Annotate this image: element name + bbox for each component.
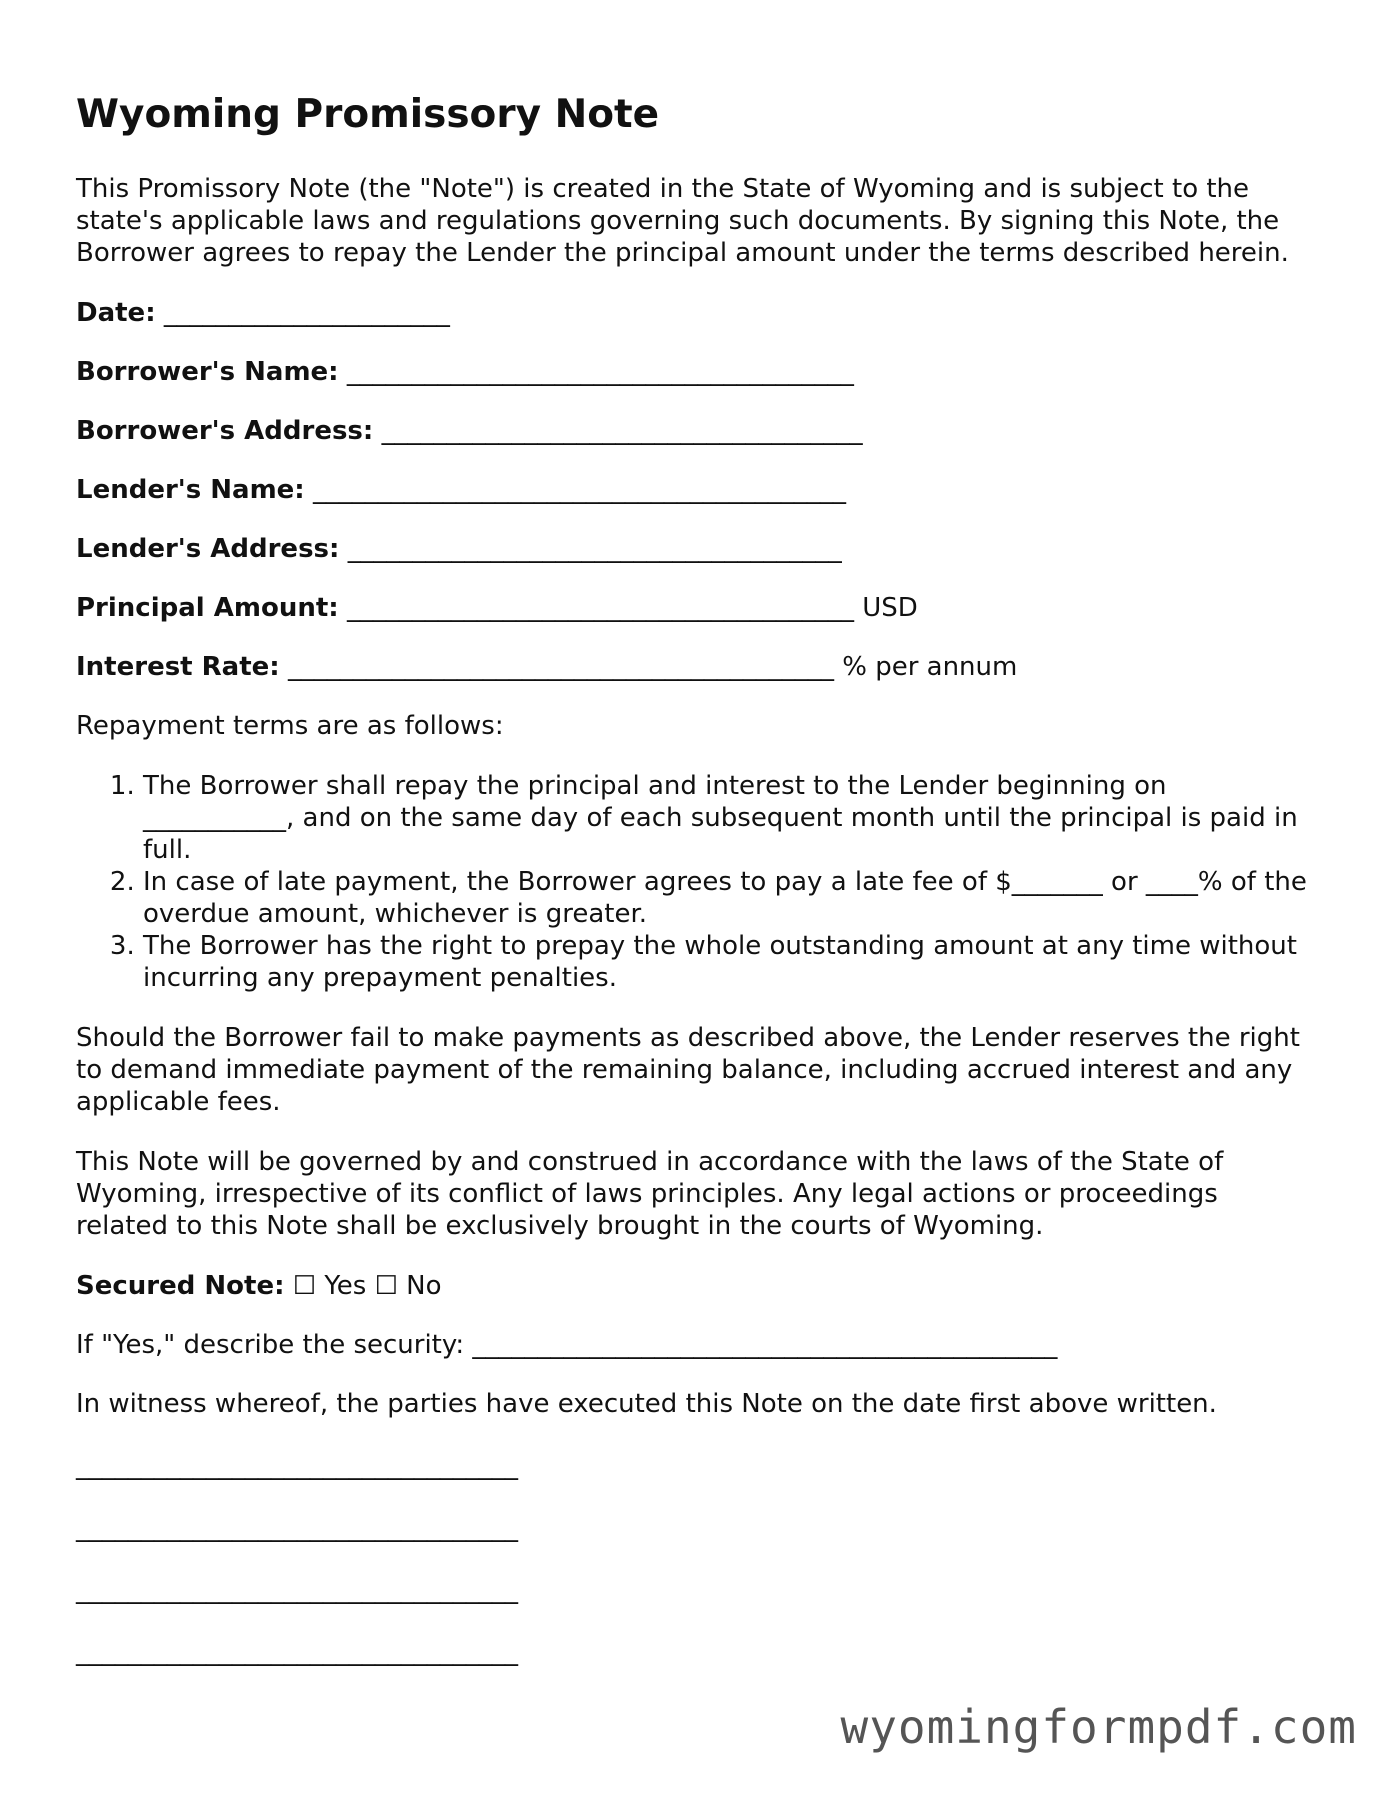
witness-statement: In witness whereof, the parties have executed this Note on the date first above written. — [76, 1388, 1217, 1419]
lender-address-field — [76, 533, 1316, 565]
lender-name-label: Lender's Name: — [76, 474, 305, 505]
interest-rate-blank[interactable]: __________________________________________ — [287, 651, 834, 682]
lender-name-field — [76, 474, 1316, 506]
lender-address-blank[interactable]: ______________________________________ — [347, 533, 842, 564]
secured-note-label: Secured Note: — [76, 1270, 285, 1301]
repayment-terms-list — [76, 770, 1316, 994]
interest-rate-field — [76, 651, 1316, 683]
signature-block — [76, 1450, 1316, 1698]
site-watermark: wyomingformpdf.com — [840, 1700, 1357, 1754]
borrower-name-blank[interactable]: _______________________________________ — [346, 356, 854, 387]
secured-yes-checkbox[interactable]: ☐ — [292, 1270, 317, 1301]
date-label: Date: — [76, 297, 156, 328]
signature-line-1[interactable]: __________________________________ — [76, 1450, 518, 1481]
borrower-address-label: Borrower's Address: — [76, 415, 374, 446]
borrower-address-field — [76, 415, 1316, 447]
repayment-intro: Repayment terms are as follows: — [76, 710, 504, 741]
signature-line-3[interactable]: __________________________________ — [76, 1574, 518, 1605]
security-description-label: If "Yes," describe the security: — [76, 1329, 465, 1360]
intro-paragraph: This Promissory Note (the "Note") is created in the State of Wyoming and is subject to the state's applicable laws and regulations governing such documents. By signing this Note, the Borrower agrees to repay the Lender the principal amount under the terms described herein. — [76, 173, 1289, 268]
repayment-term-3: 3. The Borrower has the right to prepay the whole outstanding amount at any time without incurring any prepayment penalties. — [143, 930, 1316, 994]
principal-amount-field — [76, 592, 1316, 624]
date-blank[interactable]: ______________________ — [163, 297, 450, 328]
security-description-blank[interactable]: _____________________________________________ — [472, 1329, 1058, 1360]
borrower-name-label: Borrower's Name: — [76, 356, 339, 387]
secured-yes-label: Yes — [324, 1270, 367, 1301]
security-description-field — [76, 1329, 1316, 1361]
repayment-term-1: 1. The Borrower shall repay the principal and interest to the Lender beginning on ___________, and on the same day of each subsequent month until the principal is paid in full. — [143, 770, 1316, 866]
principal-amount-suffix: USD — [862, 592, 918, 623]
interest-rate-suffix: % per annum — [842, 651, 1018, 682]
principal-amount-blank[interactable]: _______________________________________ — [346, 592, 854, 623]
governing-law-clause: This Note will be governed by and construed in accordance with the laws of the State of Wyoming, irrespective of its conflict of laws principles. Any legal actions or proceedings related to this Note shall be exclusively brought in the courts of Wyoming. — [76, 1146, 1224, 1241]
signature-line-2[interactable]: __________________________________ — [76, 1512, 518, 1543]
repayment-term-2: 2. In case of late payment, the Borrower agrees to pay a late fee of $_______ or ____% of the overdue amount, whichever is greater. — [143, 866, 1316, 930]
borrower-name-field — [76, 356, 1316, 388]
borrower-address-blank[interactable]: _____________________________________ — [381, 415, 863, 446]
secured-no-label: No — [406, 1270, 442, 1301]
date-field — [76, 297, 1316, 329]
secured-no-checkbox[interactable]: ☐ — [374, 1270, 398, 1301]
lender-name-blank[interactable]: _________________________________________ — [312, 474, 846, 505]
default-clause: Should the Borrower fail to make payments as described above, the Lender reserves the right to demand immediate payment of the remaining balance, including accrued interest and any applicable fees. — [76, 1022, 1300, 1117]
document-page — [76, 92, 1316, 1698]
principal-amount-label: Principal Amount: — [76, 592, 339, 623]
document-title: Wyoming Promissory Note — [76, 92, 660, 137]
lender-address-label: Lender's Address: — [76, 533, 340, 564]
signature-line-4[interactable]: __________________________________ — [76, 1636, 518, 1667]
secured-note-field — [76, 1270, 1316, 1302]
interest-rate-label: Interest Rate: — [76, 651, 280, 682]
